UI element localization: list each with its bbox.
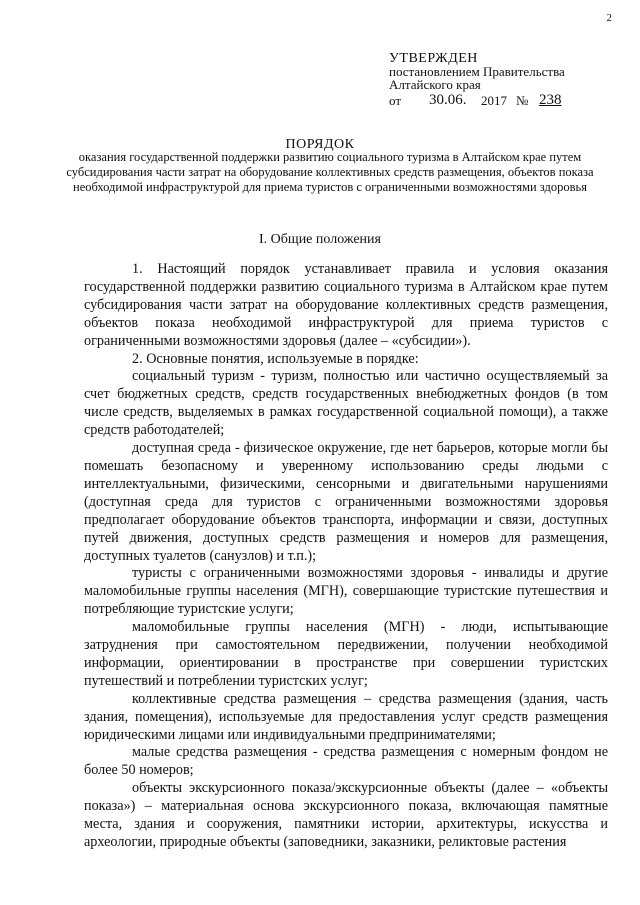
- approval-date: 30.06.: [429, 92, 467, 108]
- paragraph-2: 2. Основные понятия, используемые в порядке:: [132, 350, 419, 367]
- from-label: от: [389, 93, 402, 108]
- approval-date-line: [389, 91, 619, 109]
- approval-number: 238: [539, 92, 562, 108]
- approval-heading: УТВЕРЖДЕН: [389, 51, 478, 66]
- document-subtitle: оказания государственной поддержки развитию социального туризма в Алтайском крае путем субсидирования части затрат на оборудование коллективных средств размещения, объектов показа необходимой инфраструктурой для приема туристов с ограниченными возможностями здоровья: [66, 150, 594, 194]
- definition-low-mobility-groups: маломобильные группы населения (МГН) - люди, испытывающие затруднения при самостоятельном передвижении, получении необходимой информации, ориентировании в пространстве при совершении туристских путешествий и потреблении туристских услуг;: [84, 619, 608, 689]
- approval-year: 2017: [481, 93, 507, 108]
- section-title: I. Общие положения: [259, 232, 381, 247]
- document-title: ПОРЯДОК: [285, 137, 355, 152]
- definition-collective-accommodation: коллективные средства размещения – средства размещения (здания, часть здания, помещения), используемые для предоставления услуг средств размещения юридическими лицами или индивидуальными предпринимателями;: [84, 690, 608, 743]
- document-body: [84, 261, 608, 852]
- page-number: 2: [606, 12, 612, 24]
- number-label: №: [516, 93, 529, 108]
- approval-block: [389, 52, 619, 109]
- approval-line-1: постановлением Правительства: [389, 64, 565, 79]
- definition-excursion-objects: объекты экскурсионного показа/экскурсионные объекты (далее – «объекты показа») – материальная основа экскурсионного показа, включающая памятные места, здания и сооружения, памятники истории, архитектуры, искусства и археологии, природные объекты (заповедники, заказники, реликтовые растения: [84, 780, 608, 850]
- definition-accessible-environment: доступная среда - физическое окружение, где нет барьеров, которые могли бы помешать безопасному и уверенному использованию среды людьми с интеллектуальными, физическими, сенсорными и двигательными нарушениями (доступная среда для туристов с ограниченными возможностями здоровья предполагает оборудование объектов транспорта, информации и связи, доступных путей движения, доступных средств размещения и номеров для размещения, доступных туалетов (санузлов) и т.п.);: [84, 440, 608, 564]
- approval-line-2: Алтайского края: [389, 77, 481, 92]
- definition-tourists-disabilities: туристы с ограниченными возможностями здоровья - инвалиды и другие маломобильные группы населения (МГН), совершающие туристские путешествия и потребляющие туристские услуги;: [84, 565, 608, 618]
- definition-social-tourism: социальный туризм - туризм, полностью или частично осуществляемый за счет бюджетных средств, средств государственных внебюджетных фондов (в том числе средств, выделяемых в рамках государственной социальной помощи), а также средств работодателей;: [84, 368, 608, 439]
- definition-small-accommodation: малые средства размещения - средства размещения с номерным фондом не более 50 номеров;: [84, 744, 608, 779]
- paragraph-1: 1. Настоящий порядок устанавливает правила и условия оказания государственной поддержки развитию социального туризма в Алтайском крае путем субсидирования части затрат на оборудование коллективных средств размещения, объектов показа необходимой инфраструктурой для приема туристов с ограниченными возможностями здоровья (далее – «субсидии»).: [84, 261, 608, 349]
